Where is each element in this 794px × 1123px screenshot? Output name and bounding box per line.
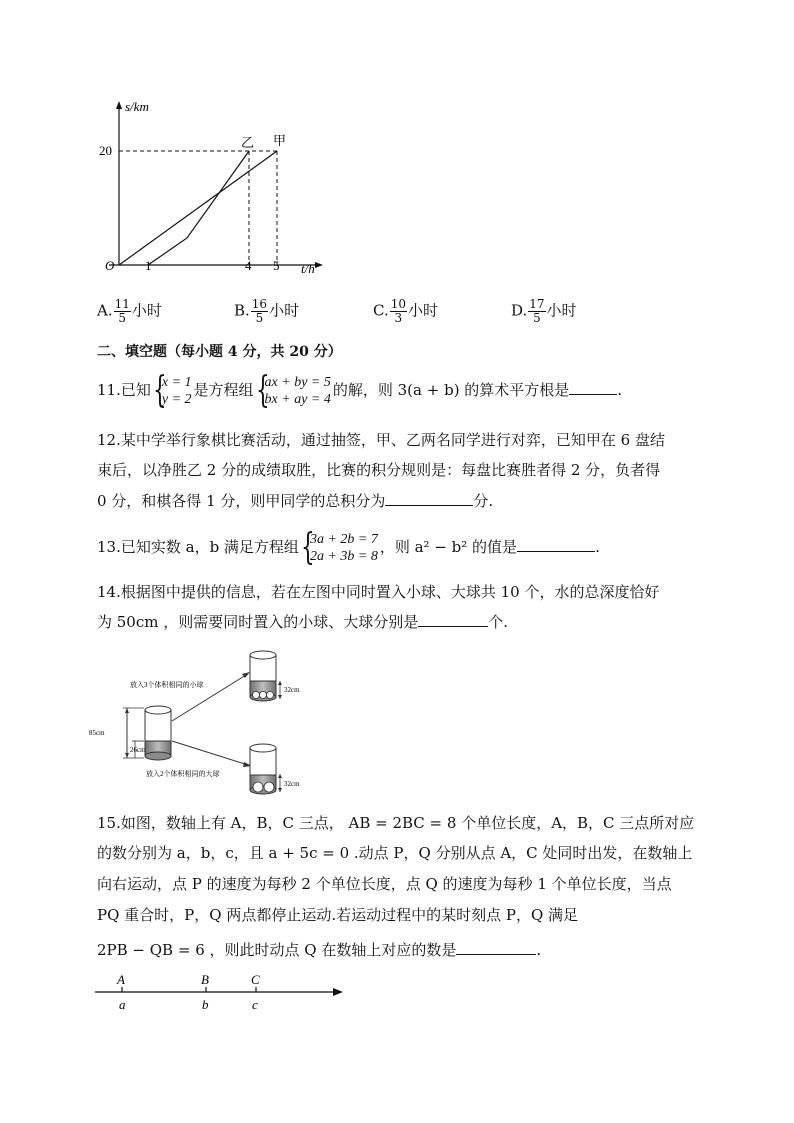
label-jia: 甲 [273, 133, 287, 148]
numerator: 11 [114, 297, 130, 311]
cylinder-figure [89, 645, 328, 805]
q14-text: 为 50cm ，则需要同时置入的小球、大球分别是 [97, 613, 419, 631]
point-B: B [201, 972, 209, 987]
question-12-line-2: 束后，以净胜乙 2 分的成绩取胜，比赛的积分规则是：每盘比赛胜者得 2 分，负者得 [97, 461, 661, 479]
option-unit: 小时 [269, 301, 300, 320]
question-14-line-2 [97, 612, 508, 632]
q10-option-d [511, 298, 577, 325]
label-small-balls: 放入3个体积相同的小球 [130, 681, 204, 689]
answer-blank[interactable] [418, 612, 488, 627]
equation: bx + ay = 4 [264, 392, 331, 407]
numerator: 16 [251, 297, 268, 311]
equation: 3a + 2b = 7 [309, 532, 378, 547]
option-letter: B. [234, 301, 250, 320]
denominator: 5 [118, 311, 127, 325]
option-unit: 小时 [131, 301, 162, 320]
q10-option-a [97, 298, 162, 325]
equation: 2a + 3b = 8 [309, 549, 378, 564]
option-unit: 小时 [546, 301, 577, 320]
q10-option-c [373, 298, 438, 325]
question-11 [97, 370, 623, 411]
q12-text: 0 分，和棋各得 1 分，则甲同学的总积分为 [97, 492, 386, 510]
height-bottom: 32cm [284, 780, 300, 788]
option-fraction [528, 298, 545, 325]
question-15-line-1: 15.如图，数轴上有 A，B，C 三点， AB = 2BC = 8 个单位长度，A，B，C 三点所对应 [97, 814, 695, 832]
q13-prefix: 13.已知实数 a，b 满足方程组 [97, 538, 299, 556]
point-C: C [251, 972, 260, 987]
x-tick-5: 5 [273, 258, 280, 273]
y-tick-20: 20 [99, 143, 112, 158]
q12-end: 分. [473, 492, 494, 510]
value-c: c [252, 997, 258, 1012]
brace-icon: { [300, 527, 315, 568]
q10-option-b [234, 298, 299, 325]
question-15-line-4: PQ 重合时，P，Q 两点都停止运动.若运动过程中的某时刻点 P，Q 满足 [97, 906, 579, 924]
y-axis-label: s/km [125, 99, 149, 114]
question-15-line-3: 向右运动，点 P 的速度为每秒 2 个单位长度，点 Q 的速度为每秒 1 个单位长度，当点 [97, 875, 672, 893]
equation: x = 1 [161, 375, 192, 390]
question-12-line-1: 12.某中学举行象棋比赛活动，通过抽签，甲、乙两名同学进行对弈，已知甲在 6 盘结 [97, 431, 665, 449]
distance-time-graph [95, 95, 335, 280]
question-12-line-3 [97, 491, 493, 511]
top-right-cylinder [250, 651, 276, 701]
equation: y = 2 [161, 392, 192, 407]
option-letter: A. [97, 301, 113, 320]
section-heading: 二、填空题（每小题 4 分，共 20 分） [97, 344, 342, 360]
option-letter: C. [373, 301, 389, 320]
answer-blank[interactable] [456, 940, 536, 955]
numerator: 10 [390, 297, 406, 311]
y-axis-arrow [116, 101, 122, 109]
left-cylinder [145, 706, 171, 760]
equation: ax + by = 5 [264, 375, 331, 390]
q13-suffix: ，则 a² − b² 的值是 [379, 538, 518, 556]
answer-blank[interactable] [517, 537, 595, 552]
label-yi: 乙 [241, 135, 255, 150]
denominator: 5 [255, 311, 264, 325]
brace-icon: { [152, 370, 167, 411]
q11-mid: 是方程组 [193, 381, 254, 399]
option-fraction [390, 298, 407, 325]
q14-end: 个. [488, 613, 509, 631]
x-tick-1: 1 [145, 258, 152, 273]
q13-end: . [595, 538, 600, 556]
value-b: b [202, 997, 209, 1012]
q11-suffix: 的解，则 3(a + b) 的算术平方根是 [332, 381, 570, 399]
q15-end: . [536, 941, 542, 959]
q11-system-1 [152, 370, 192, 411]
option-unit: 小时 [408, 301, 439, 320]
option-fraction [251, 298, 268, 325]
option-letter: D. [511, 301, 528, 320]
question-15-line-2: 的数分别为 a，b，c，且 a + 5c = 0 .动点 P，Q 分别从点 A，C 处同时出发，在数轴上 [97, 844, 693, 862]
answer-blank[interactable] [385, 491, 473, 506]
bottom-right-cylinder [250, 744, 276, 794]
question-14-line-1: 14.根据图中提供的信息，若在左图中同时置入小球、大球共 10 个，水的总深度恰好 [97, 583, 660, 601]
height-total: 85cm [89, 729, 105, 737]
label-big-balls: 放入2个体积相同的大球 [146, 770, 220, 778]
arrow-right-icon [333, 988, 343, 996]
x-axis-arrow [315, 262, 323, 268]
option-fraction [114, 298, 131, 325]
number-line [92, 968, 347, 1016]
q11-prefix: 11.已知 [97, 381, 151, 399]
point-A: A [117, 972, 125, 987]
x-axis-label: t/h [301, 261, 315, 276]
q11-end: . [617, 381, 623, 399]
question-13 [97, 527, 600, 568]
line-jia [119, 151, 277, 265]
denominator: 5 [533, 311, 541, 325]
height-top: 32cm [284, 686, 300, 694]
answer-blank[interactable] [569, 380, 617, 395]
q15-text: 2PB − QB = 6 ，则此时动点 Q 在数轴上对应的数是 [97, 941, 457, 959]
value-a: a [119, 997, 126, 1012]
numerator: 17 [529, 297, 545, 311]
denominator: 3 [394, 311, 403, 325]
q11-system-2 [255, 370, 331, 411]
x-tick-4: 4 [245, 258, 252, 273]
question-15-line-5 [97, 940, 541, 960]
q13-system [300, 527, 378, 568]
height-water: 26cm [130, 746, 146, 754]
brace-icon: { [255, 370, 270, 411]
origin-label: O [105, 258, 115, 273]
